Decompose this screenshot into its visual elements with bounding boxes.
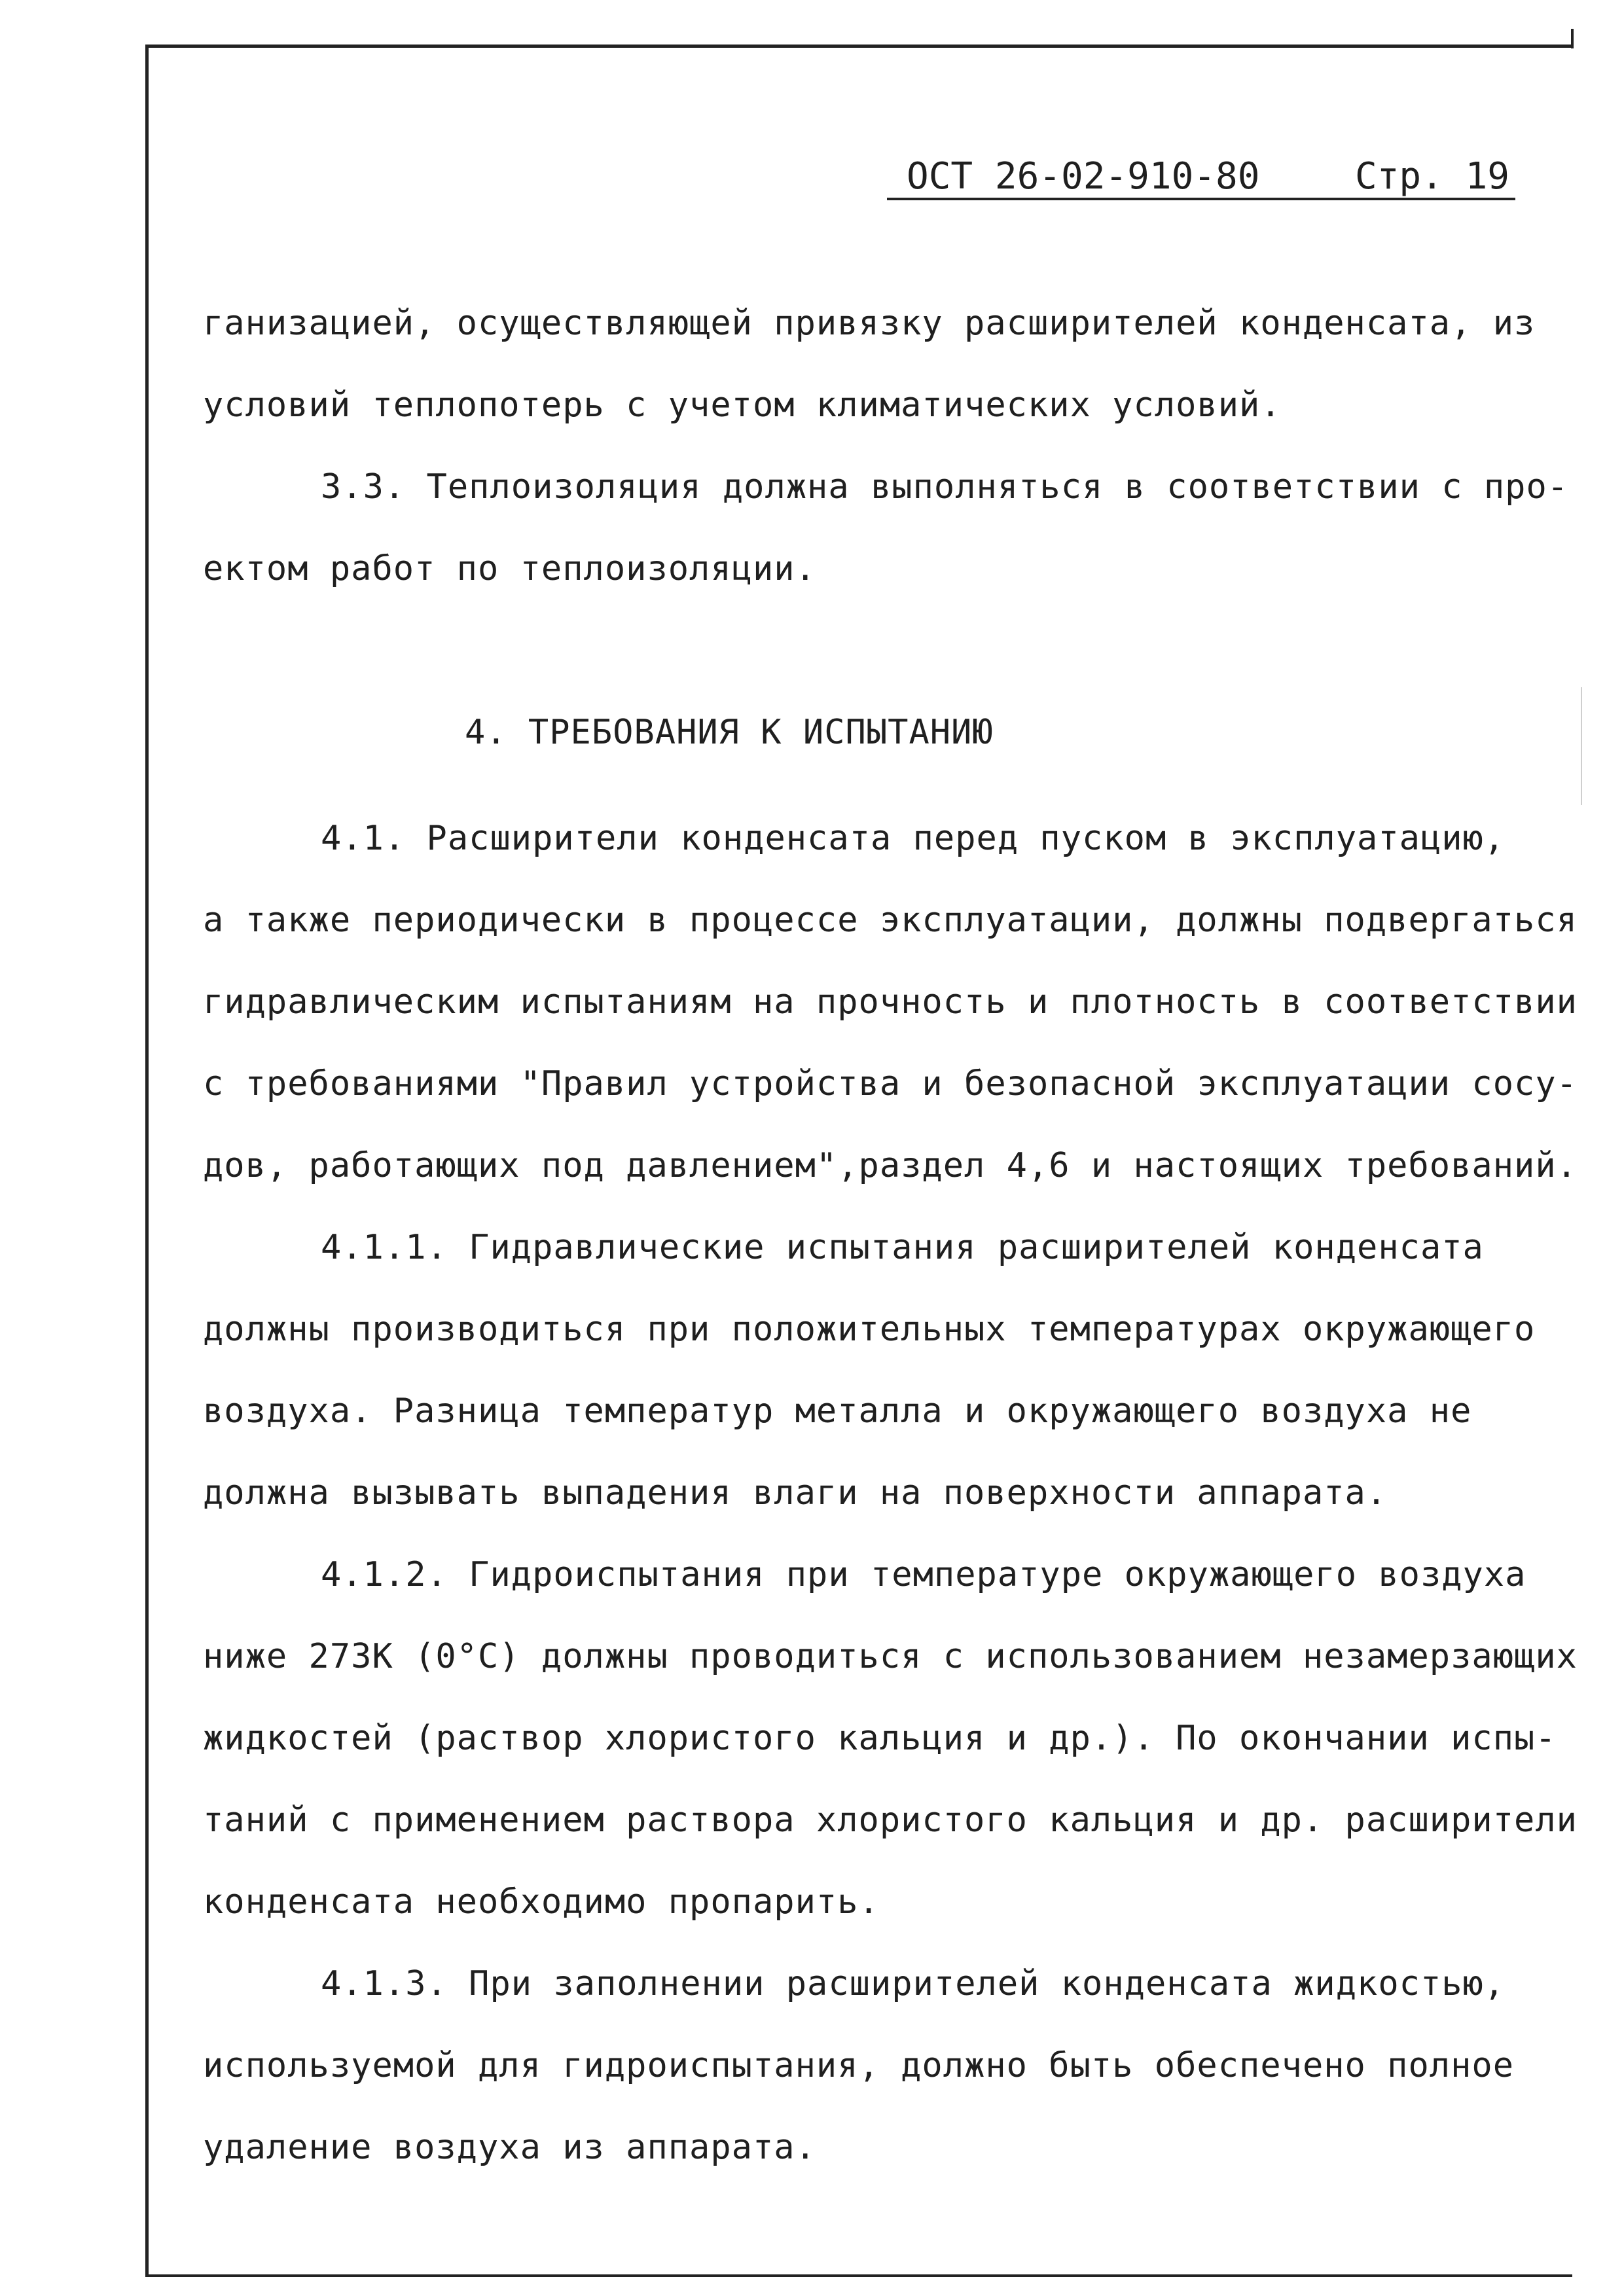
text-line: воздуха. Разница температур металла и окружающего воздуха не bbox=[203, 1391, 1472, 1431]
text-line: гидравлическим испытаниям на прочность и плотность в соответствии bbox=[203, 982, 1578, 1022]
text-line: должна вызывать выпадения влаги на поверхности аппарата. bbox=[203, 1473, 1388, 1513]
text-line: используемой для гидроиспытания, должно быть обеспечено полное bbox=[203, 2046, 1515, 2085]
frame-top-border bbox=[145, 45, 1572, 48]
text-line: ектом работ по теплоизоляции. bbox=[203, 549, 816, 588]
text-line: должны производиться при положительных температурах окружающего bbox=[203, 1310, 1536, 1349]
text-line: 4.1.3. При заполнении расширителей конденсата жидкостью, bbox=[321, 1964, 1506, 2003]
text-line: а также периодически в процессе эксплуатации, должны подвергаться bbox=[203, 901, 1578, 940]
document-code: ОСТ 26-02-910-80 bbox=[907, 155, 1260, 198]
text-line: удаление воздуха из аппарата. bbox=[203, 2128, 816, 2167]
text-line: ганизацией, осуществляющей привязку расширителей конденсата, из bbox=[203, 304, 1536, 343]
text-line: жидкостей (раствор хлористого кальция и др.). По окончании испы- bbox=[203, 1719, 1557, 1758]
text-line: 3.3. Теплоизоляция должна выполняться в соответствии с про- bbox=[321, 467, 1569, 507]
section-heading: 4. ТРЕБОВАНИЯ К ИСПЫТАНИЮ bbox=[465, 713, 994, 752]
text-line: конденсата необходимо пропарить. bbox=[203, 1882, 880, 1922]
text-line: 4.1.1. Гидравлические испытания расширителей конденсата bbox=[321, 1228, 1484, 1267]
text-line: условий теплопотерь с учетом климатических условий. bbox=[203, 386, 1282, 425]
scan-mark bbox=[1581, 687, 1582, 805]
text-line: ниже 273К (0°С) должны проводиться с использованием незамерзающих bbox=[203, 1637, 1578, 1676]
text-line: с требованиями "Правил устройства и безопасной эксплуатации сосу- bbox=[203, 1064, 1578, 1103]
text-line: 4.1.2. Гидроиспытания при температуре окружающего воздуха bbox=[321, 1555, 1526, 1594]
text-line: 4.1. Расширители конденсата перед пуском в эксплуатацию, bbox=[321, 819, 1506, 858]
page-header bbox=[887, 156, 1515, 200]
text-line: таний с применением раствора хлористого кальция и др. расширители bbox=[203, 1801, 1578, 1840]
frame-left-border bbox=[145, 45, 149, 2276]
text-line: дов, работающих под давлением",раздел 4,6 и настоящих требований. bbox=[203, 1146, 1578, 1185]
frame-bottom-border bbox=[145, 2274, 1572, 2277]
frame-corner-tick bbox=[1571, 29, 1574, 48]
page-number: Стр. 19 bbox=[1355, 155, 1510, 198]
